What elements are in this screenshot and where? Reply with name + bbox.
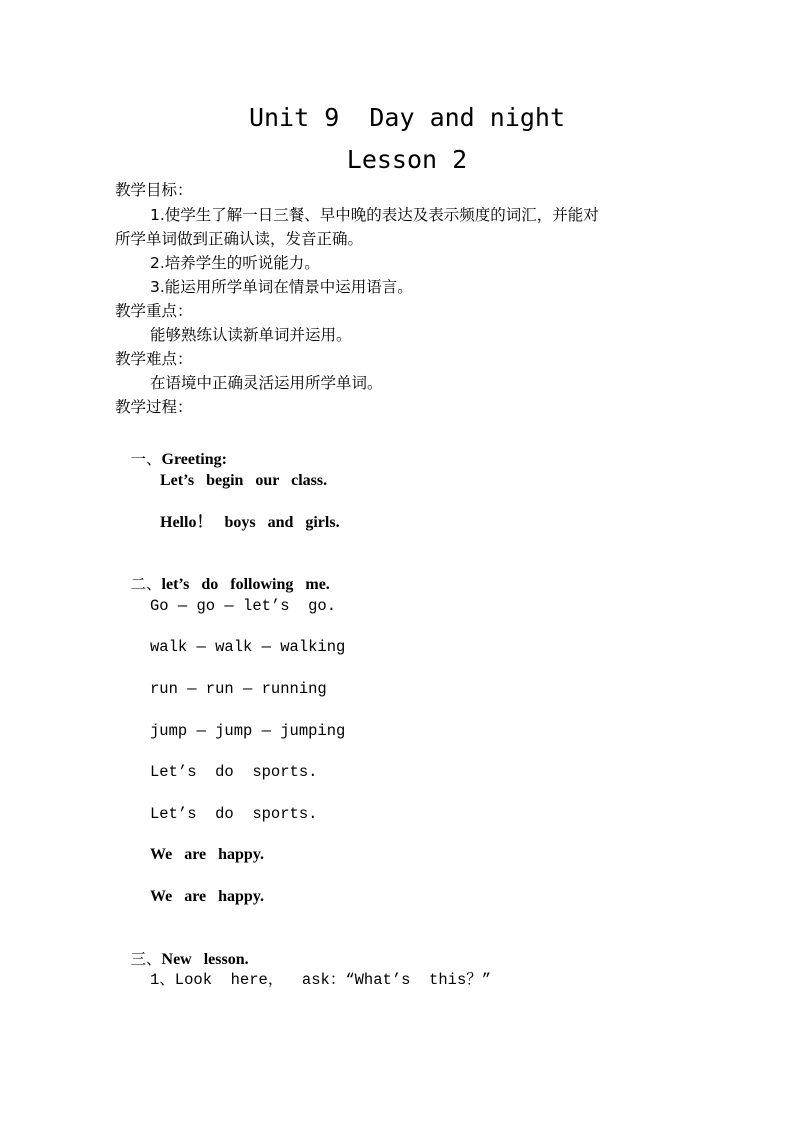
objectives-heading: 教学目标：	[115, 181, 193, 199]
document-title: Unit 9 Day and night	[248, 103, 566, 132]
chant-line-6: Let’s do sports.	[150, 805, 318, 823]
lesson-title: Lesson 2	[346, 145, 468, 174]
objective-2: 2.培养学生的听说能力。	[150, 254, 320, 272]
key-points-heading: 教学重点：	[115, 302, 193, 320]
objective-1-line-2: 所学单词做到正确认读，发音正确。	[115, 230, 364, 248]
section-3-prefix: 三、	[130, 950, 162, 968]
section-1-prefix: 一、	[130, 450, 162, 468]
objective-1-line-1: 1.使学生了解一日三餐、早中晚的表达及表示频度的词汇，并能对	[150, 206, 599, 224]
chant-line-5: Let’s do sports.	[150, 763, 318, 781]
section-2-title: let’s do following me.	[161, 576, 330, 593]
section-3-title: New lesson.	[161, 951, 249, 968]
difficulties-heading: 教学难点：	[115, 350, 193, 368]
section-1-title: Greeting:	[161, 451, 227, 468]
objective-3: 3.能运用所学单词在情景中运用语言。	[150, 278, 413, 296]
chant-line-4: jump — jump — jumping	[150, 722, 346, 740]
difficulties-text: 在语境中正确灵活运用所学单词。	[150, 374, 383, 392]
greeting-line-1: Let’s begin our class.	[160, 472, 328, 489]
key-points-text: 能够熟练认读新单词并运用。	[150, 326, 352, 344]
process-heading: 教学过程：	[115, 398, 193, 416]
chant-line-3: run — run — running	[150, 680, 327, 698]
chant-line-7: We are happy.	[150, 846, 264, 863]
greeting-line-2: Hello！ boys and girls.	[160, 514, 340, 531]
chant-line-1: Go — go — let’s go.	[150, 597, 337, 615]
chant-line-2: walk — walk — walking	[150, 638, 346, 656]
new-lesson-item-1: 1、Look here， ask：“What’s this？”	[150, 971, 492, 989]
chant-line-8: We are happy.	[150, 888, 264, 905]
section-2-prefix: 二、	[130, 575, 162, 593]
